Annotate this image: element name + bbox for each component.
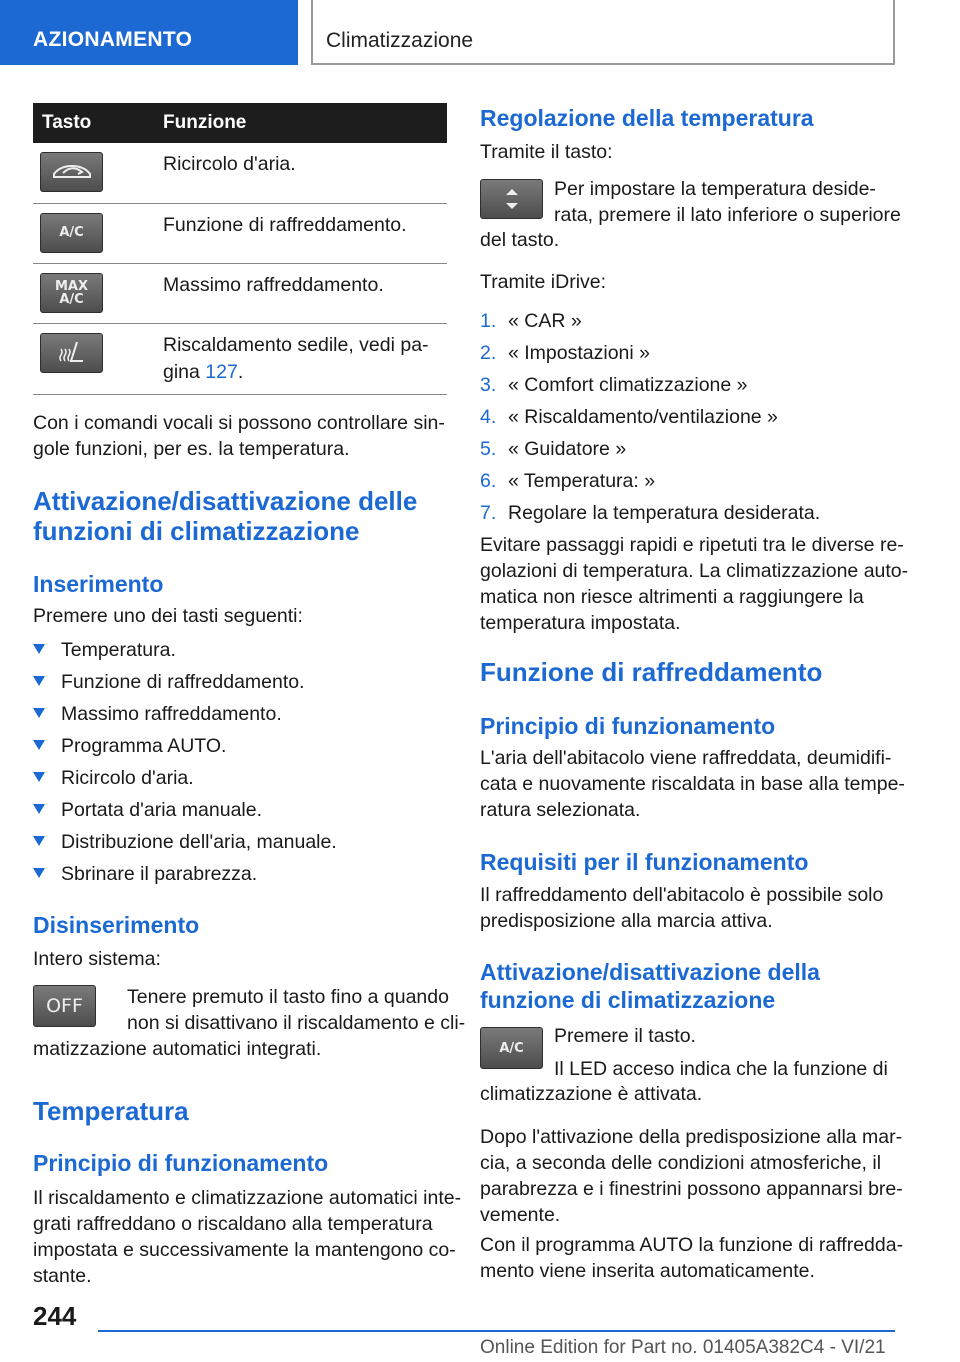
press-key: Premere il tasto.: [554, 1025, 696, 1047]
heading-adjust-temp: Regolazione della temperatura: [480, 105, 814, 131]
ac-toggle-button: [480, 1027, 543, 1069]
bullet-triangle-icon: [33, 772, 45, 782]
footer-divider: [98, 1330, 895, 1332]
step-text: « Riscaldamento/ventilazione »: [508, 406, 778, 428]
temperature-rocker-button: [480, 179, 543, 219]
page-link[interactable]: 127: [205, 360, 238, 383]
requirements-paragraph: Il raffreddamento dell'abitacolo è possibile solo predisposizione alla marcia attiva.: [480, 884, 884, 932]
table-row: [33, 203, 447, 263]
recirculation-car-icon: [50, 160, 94, 184]
step-number: 3.: [480, 374, 497, 396]
off-button-label: OFF: [46, 995, 83, 1017]
off-intro: Intero sistema:: [33, 948, 161, 970]
table-row: [33, 323, 447, 394]
step-number: 1.: [480, 310, 497, 332]
up-down-arrows-icon: [502, 184, 522, 214]
off-button: [33, 985, 96, 1027]
chapter-header: [311, 0, 895, 65]
section-tab: [0, 0, 298, 65]
heading-toggle: Attivazione/disattivazione della funzione di climatizzazione: [480, 959, 820, 1013]
voice-paragraph: Con i comandi vocali si possono controllare sin- gole funzioni, per es. la temperatura.: [33, 412, 445, 460]
heading-temperature: Temperatura: [33, 1096, 189, 1126]
bullet-triangle-icon: [33, 868, 45, 878]
ac-button: [40, 213, 103, 253]
step-text: Regolare la temperatura desiderata.: [508, 502, 821, 524]
heading-off: Disinserimento: [33, 912, 200, 938]
led-text: Il LED acceso indica che la funzione di: [554, 1058, 888, 1080]
via-key: Tramite il tasto:: [480, 141, 613, 163]
bullet-triangle-icon: [33, 676, 45, 686]
step-text: « Comfort climatizzazione »: [508, 374, 748, 396]
bullet-triangle-icon: [33, 836, 45, 846]
ac-button-label: A/C: [59, 225, 84, 240]
function-cell: Funzione di raffreddamento.: [163, 203, 447, 263]
heading-cooling: Funzione di raffreddamento: [480, 657, 823, 687]
max-ac-button: [40, 273, 103, 313]
heading-requirements: Requisiti per il funzionamento: [480, 849, 809, 875]
section-title: AZIONAMENTO: [33, 28, 193, 51]
on-intro: Premere uno dei tasti seguenti:: [33, 605, 303, 627]
seat-heating-button: [40, 333, 103, 373]
page-number: 244: [33, 1301, 77, 1331]
seat-heating-icon: [55, 339, 89, 367]
recirculation-button: [40, 152, 103, 192]
bullet-triangle-icon: [33, 708, 45, 718]
heading-activation: Attivazione/disattivazione delle funzioni di climatizzazione: [33, 486, 418, 546]
step-text: « Impostazioni »: [508, 342, 650, 364]
heading-principle-right: Principio di funzionamento: [480, 713, 776, 739]
off-text: Tenere premuto il tasto fino a quando non si disattivano il riscaldamento e cli-: [127, 986, 466, 1034]
avoid-paragraph: Evitare passaggi rapidi e ripetuti tra le diverse re- golazioni di temperatura. La climatizzazione auto- matica non riesce altrimenti a raggiungere la temperatura impostata.: [480, 534, 909, 634]
via-idrive: Tramite iDrive:: [480, 271, 607, 293]
key-text: Per impostare la temperatura deside- rata, premere il lato inferiore o superiore: [554, 178, 901, 226]
ac-toggle-label: A/C: [499, 1040, 524, 1056]
bullet-triangle-icon: [33, 644, 45, 654]
function-cell: Massimo raffreddamento.: [163, 263, 447, 323]
led-text-cont: climatizzazione è attivata.: [480, 1083, 703, 1105]
keys-table: [33, 103, 447, 395]
function-cell: Ricircolo d'aria.: [163, 143, 447, 203]
step-number: 2.: [480, 342, 497, 364]
table-row: [33, 263, 447, 323]
heading-principle-left: Principio di funzionamento: [33, 1150, 329, 1176]
cooling-paragraph: L'aria dell'abitacolo viene raffreddata, deumidifi- cata e nuovamente riscaldata in base alla tempe- ratura selezionata.: [480, 747, 905, 821]
bullet-triangle-icon: [33, 740, 45, 750]
chapter-title: Climatizzazione: [326, 29, 474, 52]
off-text-cont: matizzazione automatici integrati.: [33, 1038, 322, 1060]
col-header-key: Tasto: [33, 103, 163, 143]
key-text-cont: del tasto.: [480, 229, 560, 251]
step-number: 7.: [480, 502, 497, 524]
principle-paragraph: Il riscaldamento e climatizzazione automatici inte- grati raffreddano o riscaldano alla temperatura impostata e successivamente la mantengono co- stante.: [33, 1187, 462, 1287]
max-ac-button-label: MAX A/C: [54, 278, 89, 307]
bullet-triangle-icon: [33, 804, 45, 814]
step-number: 6.: [480, 470, 497, 492]
after-paragraph: Dopo l'attivazione della predisposizione alla mar- cia, a seconda delle condizioni atmosferiche, il parabrezza e i finestrini possono appannarsi bre- vemente.: [480, 1126, 903, 1226]
edition-text: Online Edition for Part no. 01405A382C4 - VI/21: [480, 1337, 886, 1358]
step-number: 5.: [480, 438, 497, 460]
auto-paragraph: Con il programma AUTO la funzione di raffredda- mento viene inserita automaticamente.: [480, 1234, 904, 1282]
step-text: « Temperatura: »: [508, 470, 656, 492]
table-row: [33, 143, 447, 203]
function-cell: Riscaldamento sedile, vedi pa- gina 127.: [163, 323, 447, 394]
heading-on: Inserimento: [33, 571, 164, 597]
col-header-function: Funzione: [163, 103, 447, 143]
step-number: 4.: [480, 406, 497, 428]
step-text: « Guidatore »: [508, 438, 627, 460]
step-text: « CAR »: [508, 310, 582, 332]
